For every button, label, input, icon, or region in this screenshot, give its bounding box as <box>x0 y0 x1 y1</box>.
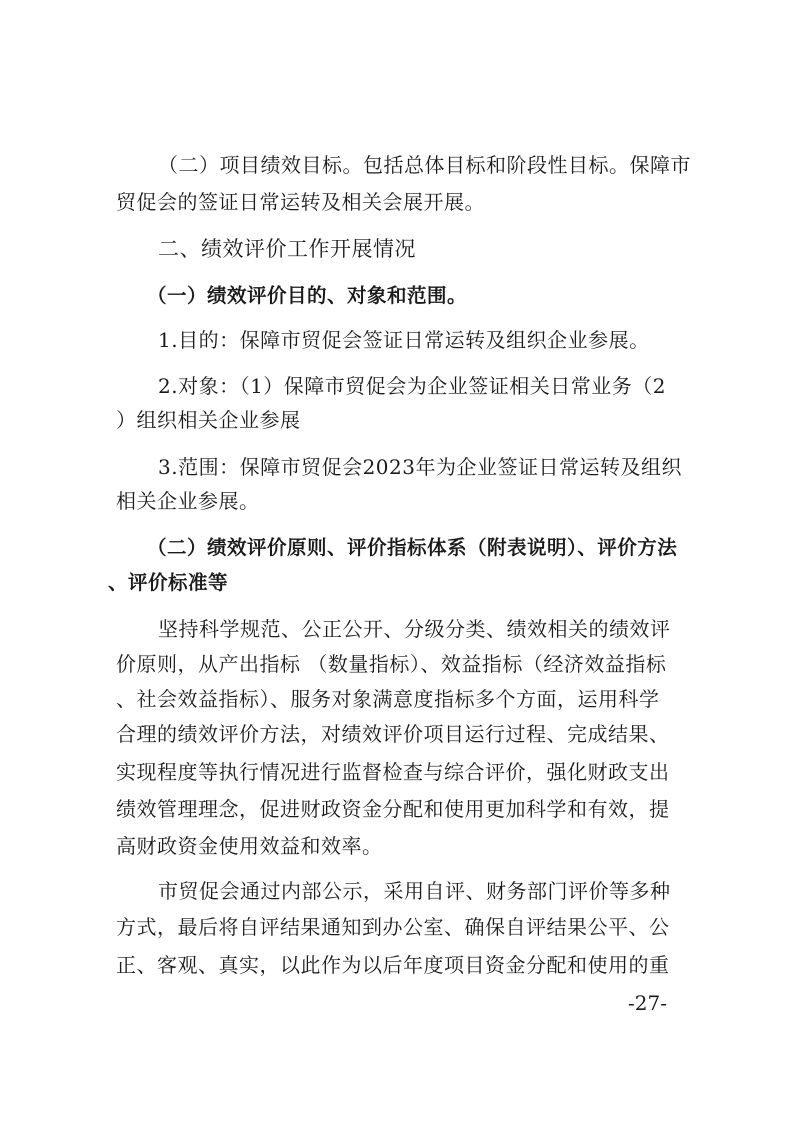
page-number: -27- <box>628 991 667 1015</box>
paragraph-line: 正、客观、真实，以此作为以后年度项目资金分配和使用的重 <box>116 953 670 977</box>
paragraph-line: 高财政资金使用效益和效率。 <box>116 834 383 858</box>
paragraph-line: 3.范围：保障市贸促会2023年为企业签证日常运转及组织 <box>158 455 682 479</box>
paragraph-line: 、社会效益指标）、服务对象满意度指标多个方面，运用科学 <box>116 687 660 711</box>
subsection-heading: （二）绩效评价原则、评价指标体系（附表说明）、评价方法 <box>147 536 678 559</box>
paragraph-line: 2.对象：（1）保障市贸促会为企业签证相关日常业务（2 <box>158 374 667 398</box>
paragraph-line: ）组织相关企业参展 <box>116 408 301 432</box>
paragraph-line: 方式，最后将自评结果通知到办公室、确保自评结果公平、公 <box>116 915 670 939</box>
paragraph-line: 合理的绩效评价方法，对绩效评价项目运行过程、完成结果、 <box>116 722 670 746</box>
section-heading: 二、绩效评价工作开展情况 <box>158 237 416 261</box>
paragraph-line: 绩效管理理念，促进财政资金分配和使用更加科学和有效，提 <box>116 797 670 821</box>
paragraph-line: 相关企业参展。 <box>116 489 260 513</box>
paragraph-line: 1.目的：保障市贸促会签证日常运转及组织企业参展。 <box>158 328 650 352</box>
paragraph-line: 价原则，从产出指标 （数量指标）、效益指标（经济效益指标 <box>116 652 667 676</box>
paragraph-line: 实现程度等执行情况进行监督检查与综合评价，强化财政支出 <box>116 760 670 784</box>
subsection-heading: 、评价标准等 <box>108 571 229 594</box>
subsection-heading: （一）绩效评价目的、对象和范围。 <box>147 284 468 307</box>
paragraph-line: 贸促会的签证日常运转及相关会展开展。 <box>116 190 485 214</box>
paragraph-line: 市贸促会通过内部公示，采用自评、财务部门评价等多种 <box>158 879 671 903</box>
paragraph-line: （二）项目绩效目标。包括总体目标和阶段性目标。保障市 <box>158 153 691 177</box>
paragraph-line: 坚持科学规范、公正公开、分级分类、绩效相关的绩效评 <box>158 617 671 641</box>
